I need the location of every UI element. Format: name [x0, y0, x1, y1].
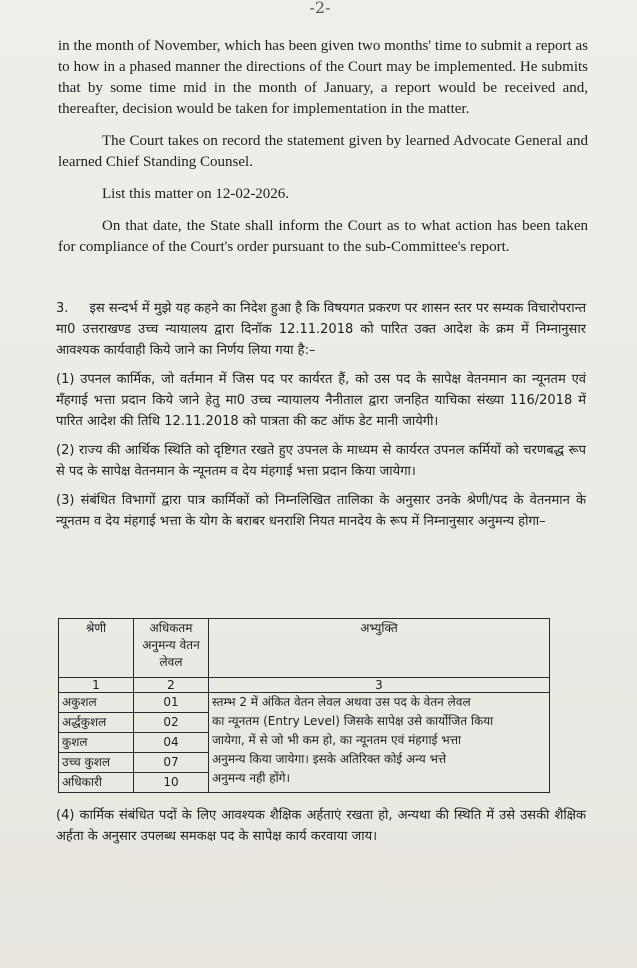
col-number-2: 2: [134, 678, 209, 693]
table-row: [59, 693, 550, 713]
category-cell: उच्च कुशल: [59, 753, 134, 773]
hindi-section: [56, 298, 586, 532]
page-number: -2-: [309, 0, 331, 17]
level-cell: 02: [134, 713, 209, 733]
level-cell: 01: [134, 693, 209, 713]
level-cell: 10: [134, 773, 209, 793]
category-cell: अकुशल: [59, 693, 134, 713]
paragraph-4: On that date, the State shall inform the Court as to what action has been taken for compliance of the Court's order pursuant to the sub-Committee's report.: [58, 218, 588, 255]
remark-line: का न्यूनतम (Entry Level) जिसके सापेक्ष उसे कार्योजित किया: [212, 714, 494, 728]
remark-line: स्तम्भ 2 में अंकित वेतन लेवल अथवा उस पद के वेतन लेवल: [212, 695, 471, 709]
para-3: [56, 298, 586, 361]
para-3-number: 3.: [56, 301, 69, 316]
item-2: (2) राज्य की आर्थिक स्थिति को दृष्टिगत रखते हुए उपनल के माध्यम से कार्यरत उपनल कर्मियों को चरणबद्ध रूप से पद के सापेक्ष वेतनमान के न्यूनतम व देय मंहगाई भत्ता प्रदान किया जायेगा।: [56, 443, 586, 479]
remark-line: अनुमन्य नही होंगे।: [212, 771, 291, 785]
table-header-row: [59, 619, 550, 678]
para-3-text: इस सन्दर्भ में मुझे यह कहने का निदेश हुआ है कि विषयगत प्रकरण पर शासन स्तर पर सम्यक विचारोपरान्त मा0 उत्तराखण्ड उच्च न्यायालय द्वारा दिनॉक 12.11.2018 को पारित उक्त आदेश के क्रम में निम्नानुसार आवश्यक कार्यवाही किये जाने का निर्णय लिया गया है:–: [56, 301, 586, 358]
col-number-3: 3: [209, 678, 550, 693]
col-number-1: 1: [59, 678, 134, 693]
item-4: (4) कार्मिक संबंधित पदों के लिए आवश्यक शैक्षिक अर्हताएं रखता हो, अन्यथा की स्थिति में उसे उसकी शैक्षिक अर्हता के अनुसार उपलब्ध समकक्ष पद के सापेक्ष कार्य करवाया जाय।: [56, 808, 586, 844]
category-cell: कुशल: [59, 733, 134, 753]
item-3: (3) संबंधित विभागों द्वारा पात्र कार्मिकों को निम्नलिखित तालिका के अनुसार उनके श्रेणी/पद के वेतनमान के न्यूनतम व देय मंहगाई भत्ता के योग के बराबर धनराशि नियत मानदेय के रूप में निम्नानुसार अनुमन्य होगा–: [56, 493, 586, 529]
remarks-cell: [209, 693, 550, 793]
hindi-section-end: [56, 805, 586, 847]
paragraph-1: in the month of November, which has been given two months' time to submit a report as to how in a phased manner the directions of the Court may be implemented. He submits that by some time mid in the month of January, a report would be received and, thereafter, decision would be taken for implementation in the matter.: [58, 38, 588, 117]
category-cell: अर्द्धकुशल: [59, 713, 134, 733]
table-column-number-row: [59, 678, 550, 693]
paragraph-3: List this matter on 12-02-2026.: [102, 186, 290, 202]
item-1: (1) उपनल कार्मिक, जो वर्तमान में जिस पद पर कार्यरत हैं, को उस पद के सापेक्ष वेतनमान का न्यूनतम एवं मँहगाई भत्ता प्रदान किये जाने हेतु मा0 उच्च न्यायालय नैनीताल द्वारा जनहित याचिका संख्या 116/2018 में पारित आदेश की तिथि 12.11.2018 को पात्रता की कट ऑफ डेट मानी जायेगी।: [56, 372, 586, 429]
header-level: अधिकतम अनुमन्य वेतन लेवल: [134, 619, 209, 678]
remark-line: जायेगा, में से जो भी कम हो, का न्यूनतम एवं मंहगाई भत्ता: [212, 733, 462, 747]
pay-level-table: [58, 618, 550, 793]
header-category: श्रेणी: [59, 619, 134, 678]
category-cell: अधिकारी: [59, 773, 134, 793]
english-order-text: [58, 36, 588, 258]
level-cell: 07: [134, 753, 209, 773]
header-remarks: अभ्युक्ति: [209, 619, 550, 678]
paragraph-2: The Court takes on record the statement given by learned Advocate General and learned Chief Standing Counsel.: [58, 133, 588, 170]
remark-line: अनुमन्य किया जायेगा। इसके अतिरिक्त कोई अन्य भत्ते: [212, 752, 447, 766]
level-cell: 04: [134, 733, 209, 753]
